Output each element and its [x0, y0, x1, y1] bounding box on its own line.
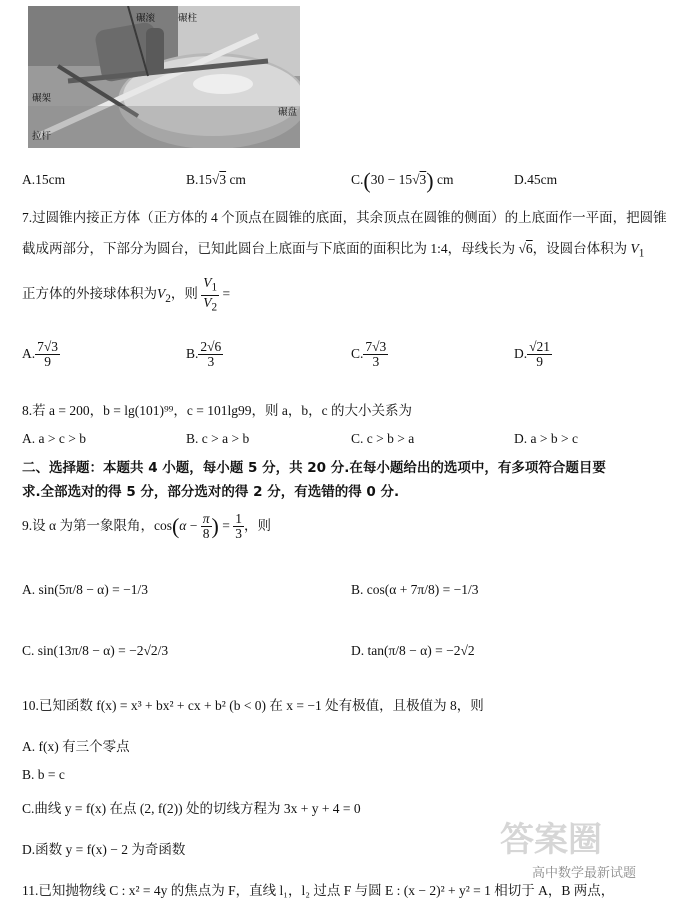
q7-line3: 正方体的外接球体积为$V_2$，则 $\frac{V_1}{V_2}$ =: [22, 275, 231, 314]
q9-stem: 9.设 α 为第一象限角，cos(α − $\frac{\pi}{8}$ ) = $\frac{1}{3}$ ，则: [22, 511, 271, 542]
q7-option-c: C. $\frac{7√3}{3}$: [351, 339, 387, 370]
q9-option-d: D. tan(π/8 − α) = −2√2: [351, 643, 475, 658]
q6-option-c: C.(30 − 15√3) cm: [351, 168, 454, 193]
label-pillar: 碾柱: [178, 14, 198, 24]
section2-line2: 求.全部选对的得 5 分，部分选对的得 2 分，有选错的得 0 分.: [22, 484, 400, 500]
q10-option-d: D.函数 y = f(x) − 2 为奇函数: [22, 842, 186, 857]
q8-option-a: A. a > c > b: [22, 431, 86, 446]
q6-option-b: B.15√3 cm: [186, 172, 246, 187]
section2-line1: 二、选择题：本题共 4 小题，每小题 5 分，共 20 分.在每小题给出的选项中，有多项符合题目要: [22, 460, 606, 476]
q7-line1: 7.过圆锥内接正方体（正方体的 4 个顶点在圆锥的底面，其余顶点在圆锥的侧面）的上底面作一平面，把圆锥: [22, 210, 667, 225]
label-roller: 碾滚: [136, 14, 156, 24]
q11-stem: 11.已知抛物线 C : x² = 4y 的焦点为 F，直线 l₁，l₂ 过点 F 与圆 E : (x − 2)² + y² = 1 相切于 A，B 两点，: [22, 883, 615, 898]
q9-option-a: A. sin(5π/8 − α) = −1/3: [22, 582, 148, 597]
q7-option-a: A. $\frac{7√3}{9}$: [22, 339, 59, 370]
watermark-logo: 答案圈 高中数学最新试题: [500, 820, 637, 881]
q9-option-c: C. sin(13π/8 − α) = −2√2/3: [22, 643, 169, 658]
q9-option-b: B. cos(α + 7π/8) = −1/3: [351, 582, 479, 597]
q7-option-b: B. $\frac{2√6}{3}$: [186, 339, 222, 370]
label-rod: 拉杆: [32, 132, 52, 142]
stone-mill-photo: [28, 6, 300, 148]
label-frame: 碾架: [32, 94, 52, 104]
q8-option-c: C. c > b > a: [351, 431, 415, 446]
q7-option-d: D. $\frac{√21}{9}$: [514, 339, 551, 370]
q8-stem: 8.若 a = 200，b = lg(101)⁹⁹，c = 101lg99，则 a，b，c 的大小关系为: [22, 403, 412, 418]
q10-option-c: C.曲线 y = f(x) 在点 (2, f(2)) 处的切线方程为 3x + y + 4 = 0: [22, 801, 361, 816]
q6-option-a: A.15cm: [22, 172, 66, 187]
q7-line2: 截成两部分，下部分为圆台，已知此圆台上底面与下底面的面积比为 1:4，母线长为 √6，设圆台体积为 $V_1$: [22, 241, 645, 260]
q10-option-b: B. b = c: [22, 767, 65, 782]
q8-option-b: B. c > a > b: [186, 431, 250, 446]
q8-option-d: D. a > b > c: [514, 431, 578, 446]
q6-option-d: D.45cm: [514, 172, 558, 187]
stone-mill-illustration: [28, 6, 300, 148]
q10-stem: 10.已知函数 f(x) = x³ + bx² + cx + b² (b < 0) 在 x = −1 处有极值，且极值为 8，则: [22, 698, 484, 713]
watermark-sub: 高中数学最新试题: [532, 866, 637, 881]
label-plate: 碾盘: [278, 108, 298, 118]
q10-option-a: A. f(x) 有三个零点: [22, 739, 130, 754]
